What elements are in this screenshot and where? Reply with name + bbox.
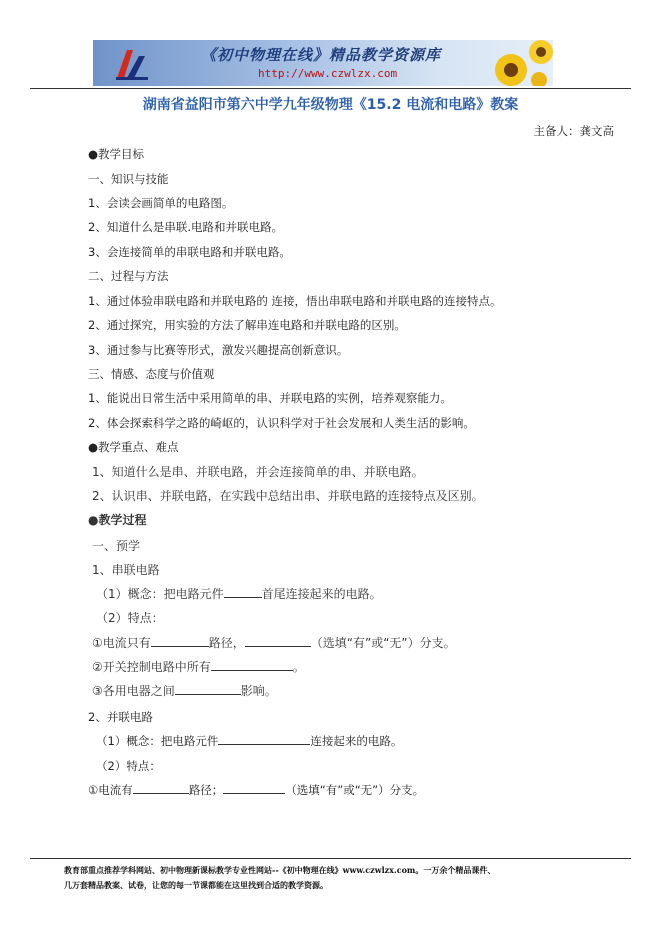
series-f3-pre: ③各用电器之间 [92, 684, 175, 698]
author-line: 主备人：龚文高 [533, 124, 614, 138]
list-item: 1、知道什么是串、并联电路，并会连接简单的串、并联电路。 [92, 465, 424, 479]
subheading-series-circuit: 1、串联电路 [92, 563, 160, 577]
subheading-prestudy: 一、预学 [92, 539, 141, 553]
fill-in-blank[interactable] [218, 733, 310, 745]
list-item: 3、会连接简单的串联电路和并联电路。 [88, 245, 291, 259]
footer-rule [30, 858, 631, 859]
subheading-knowledge: 一、知识与技能 [88, 172, 169, 186]
series-feature-1 [92, 634, 456, 651]
section-heading-objectives: ●教学目标 [88, 147, 145, 161]
series-f2-pre: ②开关控制电路中所有 [92, 660, 211, 674]
subheading-attitude: 三、情感、态度与价值观 [88, 367, 215, 381]
parallel-concept-post: 连接起来的电路。 [310, 734, 403, 748]
subheading-parallel-circuit: 2、并联电路 [88, 710, 153, 724]
parallel-concept-line [96, 733, 402, 749]
list-item: 2、体会探索科学之路的崎岖的，认识科学对于社会发展和人类生活的影响。 [88, 416, 475, 430]
site-banner [93, 40, 553, 86]
fill-in-blank[interactable] [175, 683, 241, 695]
subheading-process: 二、过程与方法 [88, 269, 169, 283]
footer-line: 教育部重点推荐学科网站、初中物理新课标教学专业性网站--《初中物理在线》www.czwlzx.com。一万余个精品课件、 [64, 865, 496, 875]
section-heading-key-points: ●教学重点、难点 [88, 440, 179, 454]
series-concept-pre: （1）概念：把电路元件 [96, 587, 224, 601]
sunflower-icon [483, 40, 553, 86]
series-f1-mid: 路径， [208, 636, 245, 650]
site-url[interactable]: http://www.czwlzx.com [258, 67, 398, 80]
site-logo-icon [113, 44, 153, 82]
parallel-f1-mid: 路径； [188, 783, 224, 797]
fill-in-blank[interactable] [245, 635, 311, 647]
series-concept-post: 首尾连接起来的电路。 [261, 587, 382, 601]
series-features-label: （2）特点： [96, 611, 164, 625]
fill-in-blank[interactable] [133, 782, 189, 794]
list-item: 2、通过探究，用实验的方法了解串连电路和并联电路的区别。 [88, 318, 406, 332]
fill-in-blank[interactable] [211, 659, 293, 671]
list-item: 3、通过参与比赛等形式，激发兴趣提高创新意识。 [88, 343, 349, 357]
parallel-f1-pre: ①电流有 [88, 783, 133, 797]
series-f1-pre: ①电流只有 [92, 636, 151, 650]
series-f3-post: 影响。 [240, 684, 277, 698]
parallel-features-label: （2）特点： [96, 759, 161, 773]
list-item: 1、能说出日常生活中采用简单的串、并联电路的实例，培养观察能力。 [88, 391, 452, 405]
parallel-feature-1 [88, 782, 424, 798]
site-title: 《初中物理在线》精品教学资源库 [201, 46, 442, 64]
series-f2-post: 。 [292, 660, 305, 674]
page-footer [64, 863, 609, 893]
list-item: 2、认识串、并联电路，在实践中总结出串、并联电路的连接特点及区别。 [92, 489, 484, 503]
fill-in-blank[interactable] [224, 586, 262, 598]
section-heading-process: ●教学过程 [88, 513, 147, 527]
page-title: 湖南省益阳市第六中学九年级物理《15.2 电流和电路》教案 [142, 97, 519, 113]
list-item: 1、会读会画简单的电路图。 [88, 196, 234, 210]
list-item: 2、知道什么是串联.电路和并联电路。 [88, 220, 283, 234]
series-feature-2 [92, 658, 305, 675]
list-item: 1、通过体验串联电路和并联电路的 连接，悟出串联电路和并联电路的连接特点。 [88, 294, 502, 308]
footer-line: 几万套精品教案、试卷，让您的每一节课都能在这里找到合适的教学资源。 [64, 880, 328, 890]
parallel-f1-post: （选填“有”或“无”）分支。 [285, 783, 425, 797]
series-concept-line [96, 585, 382, 602]
header-rule [30, 88, 631, 89]
fill-in-blank[interactable] [223, 782, 285, 794]
series-f1-post: （选填“有”或“无”）分支。 [310, 636, 456, 650]
series-feature-3 [92, 682, 277, 699]
parallel-concept-pre: （1）概念：把电路元件 [96, 734, 219, 748]
fill-in-blank[interactable] [151, 635, 209, 647]
